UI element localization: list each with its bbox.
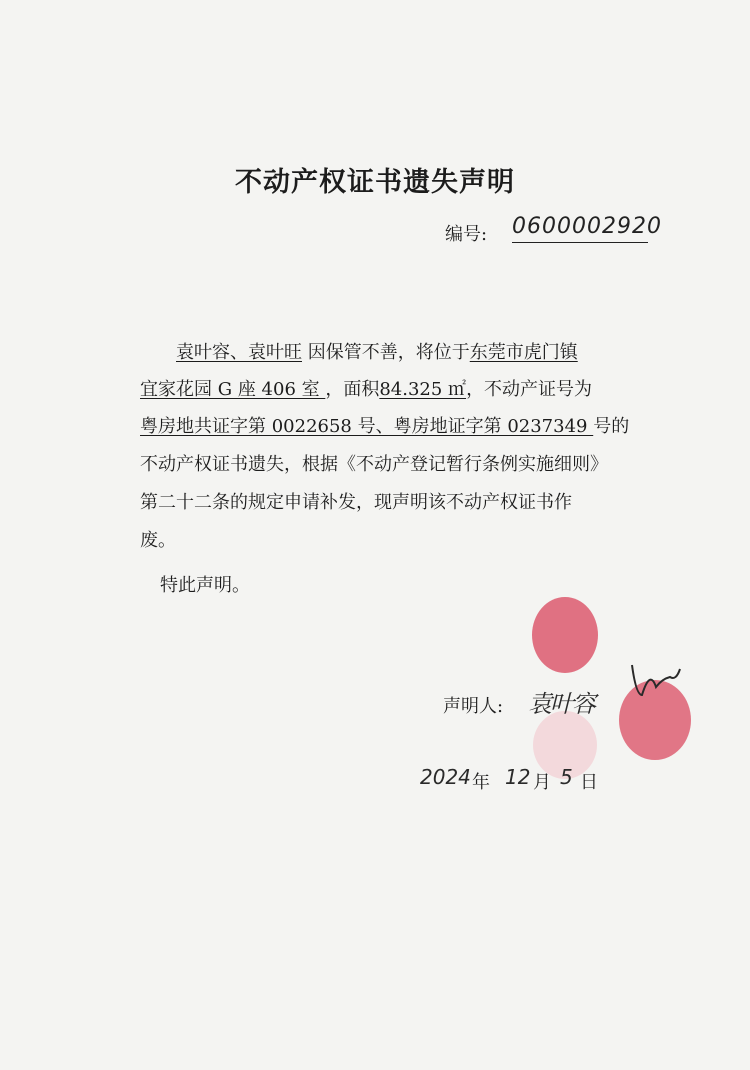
date-month-unit: 月 — [533, 772, 551, 793]
date-year: 2024 — [420, 765, 471, 789]
owner-names: 袁叶容、袁叶旺 — [176, 342, 302, 363]
fingerprint-right — [619, 680, 691, 760]
declarant-label: 声明人: — [443, 696, 504, 717]
property-area: 84.325 ㎡ — [379, 379, 467, 400]
statement-line-5: 第二十二条的规定申请补发，现声明该不动产权证书作 — [140, 492, 572, 513]
document-title: 不动产权证书遗失声明 — [235, 167, 515, 198]
date-day: 5 — [560, 765, 573, 789]
statement-line-1: 袁叶容、袁叶旺 因保管不善，将位于东莞市虎门镇 — [176, 342, 578, 363]
statement-line-6: 废。 — [140, 530, 176, 551]
declarant-signature: 袁叶容 — [528, 690, 594, 718]
serial-number-label: 编号: — [445, 224, 488, 245]
date-day-unit: 日 — [580, 772, 598, 793]
statement-line-3: 粤房地共证字第 0022658 号、粤房地证字第 0237349 号的 — [140, 416, 630, 437]
fingerprint-top — [532, 597, 598, 673]
date-year-unit: 年 — [472, 772, 490, 793]
property-location-part1: 东莞市虎门镇 — [469, 342, 578, 363]
serial-number-value: 0600002920 — [512, 212, 648, 243]
statement-line-4: 不动产权证书遗失，根据《不动产登记暂行条例实施细则》 — [140, 454, 608, 475]
closing-remark: 特此声明。 — [160, 575, 250, 596]
property-location-part2: 宜家花园 G 座 406 室 — [140, 379, 326, 400]
certificate-numbers: 粤房地共证字第 0022658 号、粤房地证字第 0237349 — [140, 416, 594, 437]
statement-line-2: 宜家花园 G 座 406 室 ，面积84.325 ㎡，不动产证号为 — [140, 379, 593, 400]
date-month: 12 — [505, 765, 531, 789]
